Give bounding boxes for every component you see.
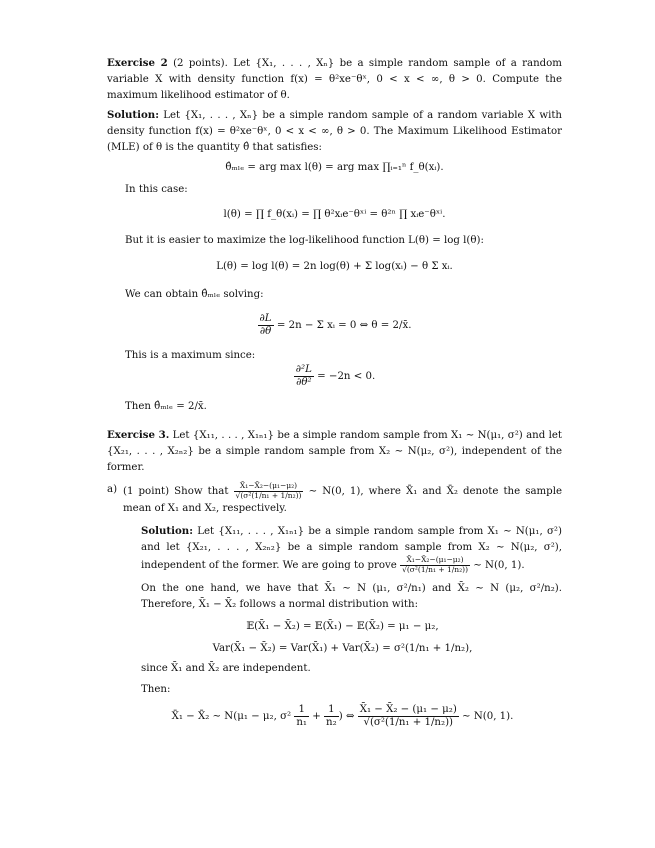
part-a-label: a): [107, 484, 118, 496]
exercise-3-title: Exercise 3.: [107, 428, 170, 441]
exercise-3-text: Let {X₁₁, . . . , X₁ₙ₁} be a simple random sample from X₁ ∼ N(μ₁, σ²) and let {X₂₁, . . . , X₂ₙ₂} be a simple random sample from X₂ ∼ N(μ₂, σ²), independent of the former.: [107, 429, 562, 474]
equation-variance: Var(X̄₁ − X̄₂) = Var(X̄₁) + Var(X̄₂) = σ²(1/n₁ + 1/n₂),: [212, 643, 473, 655]
log-likelihood-text: But it is easier to maximize the log-likelihood function L(θ) = log l(θ):: [125, 234, 484, 246]
equation-log-likelihood: L(θ) = log l(θ) = 2n log(θ) + Σ log(xᵢ) − θ Σ xᵢ.: [216, 261, 453, 273]
solution-text: Let {X₁, . . . , Xₙ} be a simple random sample of a random variable X with density function f(x) = θ²xe⁻θˣ, 0 < x < ∞, θ > 0. The Maximum Likelihood Estimator (MLE) of θ is the quantity θ̂ that satisfies:: [107, 109, 562, 154]
part-a: [107, 482, 562, 728]
solving-text: We can obtain θ̂ₘₗₑ solving:: [125, 289, 264, 301]
exercise-2-title: Exercise 2: [107, 57, 168, 69]
equation-second-derivative: $\frac{\text{∂²L}}{\text{∂θ²}}$ = −2n < 0.: [295, 364, 376, 388]
exercise-3-statement: [107, 427, 562, 477]
part-a-solution: Solution: Let {X₁₁, . . . , X₁ₙ₁} be a simple random sample from X₁ ∼ N(μ₁, σ²) and let {X₂₁, . . . , X₂ₙ₂} be a simple random sample from X₂ ∼ N(μ₂, σ²), independent of the former. We are going to prove $\frac{\text{X̄₁−X̄₂−(μ₁−μ₂)}}{\text{√(σ²(1/n₁ + 1/n₂))}}$ ∼ N(0, 1).: [141, 524, 562, 574]
exercise-2-solution: [107, 107, 562, 157]
part-a-text: (1 point) Show that $\frac{\text{X̄₁−X̄₂−(μ₁−μ₂)}}{\text{√(σ²(1/n₁ + 1/n₂))}}$ ∼ N(0, 1), where X̄₁ and X̄₂ denote the sample mean of X₁ and X₂, respectively.: [123, 481, 562, 514]
then-text: Then:: [141, 683, 171, 695]
maximum-text: This is a maximum since:: [125, 349, 256, 361]
solution-label: Solution:: [107, 108, 159, 121]
exercise-2-text: Let {X₁, . . . , Xₙ} be a simple random sample of a random variable X with density function f(x) = θ²xe⁻θˣ, 0 < x < ∞, θ > 0. Compute the maximum likelihood estimator of θ.: [107, 58, 562, 102]
exercise-2-statement: [107, 55, 562, 105]
equation-final: X̄₁ − X̄₂ ∼ N(μ₁ − μ₂, σ² $\frac{1}{\text{n₁}}$ + $\frac{1}{\text{n₂}}$ ) ⇔ $\frac{\text{X̄₁ − X̄₂ − (μ₁ − μ₂)}}{\text{√(σ²(1/n₁ + 1/n₂))}}$ ∼ N(0, 1).: [171, 703, 514, 728]
document-page: [107, 55, 562, 728]
equation-mle: θ̂ₘₗₑ = arg max l(θ) = arg max ∏ᵢ₌₁ⁿ f_θ(xᵢ).: [225, 162, 444, 174]
equation-likelihood: l(θ) = ∏ f_θ(xᵢ) = ∏ θ²xᵢe⁻θˣⁱ = θ²ⁿ ∏ xᵢe⁻θˣⁱ.: [223, 208, 446, 220]
solution-label-3a: Solution:: [141, 524, 193, 537]
conclusion-text: Then θ̂ₘₗₑ = 2/x̄.: [125, 400, 207, 412]
in-this-case-text: In this case:: [125, 184, 188, 196]
equation-derivative: $\frac{\partial L}{\partial\theta}$ = 2n − Σ xᵢ = 0 ⇔ θ = 2/x̄.: [259, 313, 412, 338]
equation-mean: 𝔼(X̄₁ − X̄₂) = 𝔼(X̄₁) − 𝔼(X̄₂) = μ₁ − μ₂,: [246, 621, 439, 632]
exercise-2-points: (2 points).: [173, 58, 228, 69]
on-one-hand-text: On the one hand, we have that X̄₁ ∼ N (μ₁, σ²/n₁) and X̄₂ ∼ N (μ₂, σ²/n₂). Therefore, X̄₁ − X̄₂ follows a normal distribution with:: [141, 582, 562, 610]
since-text: since X̄₁ and X̄₂ are independent.: [141, 663, 311, 675]
